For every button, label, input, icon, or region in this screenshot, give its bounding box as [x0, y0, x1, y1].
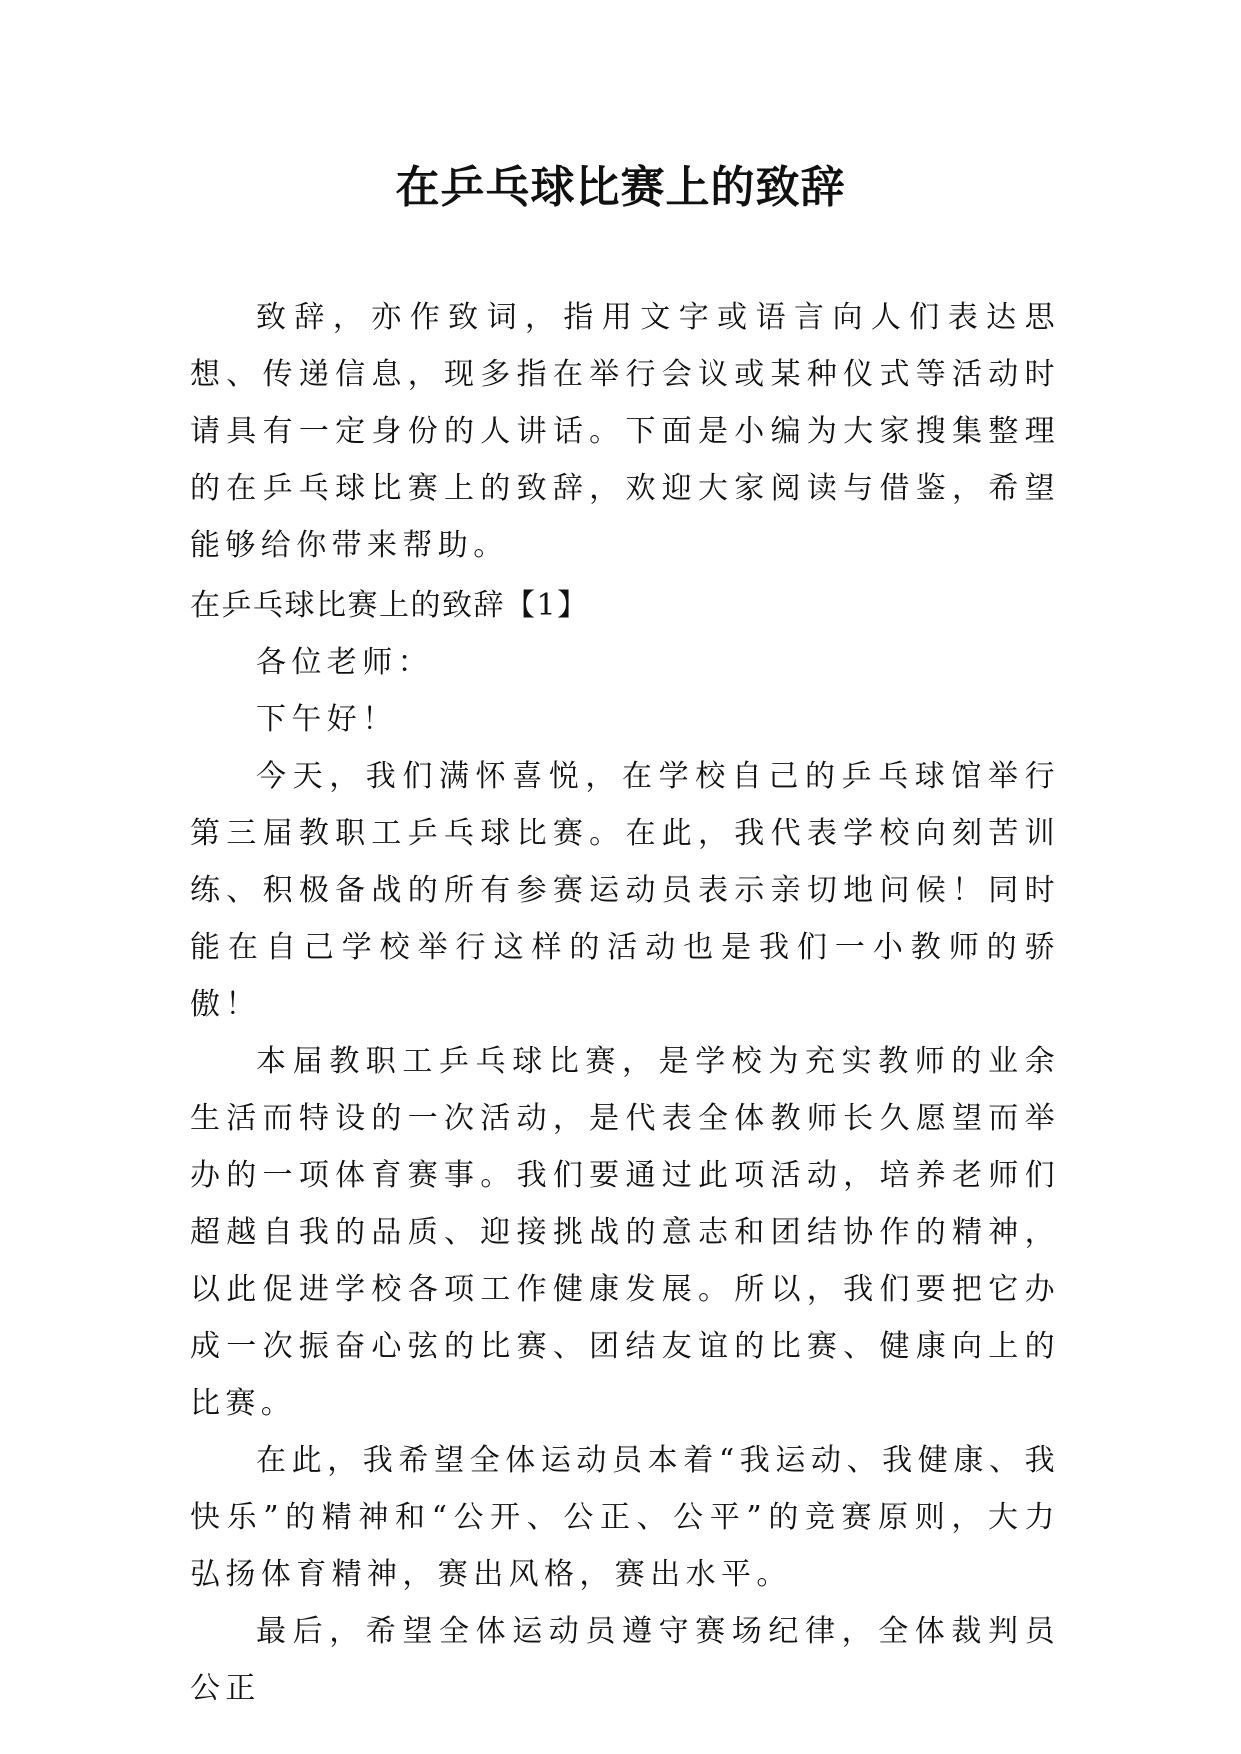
greeting: 下午好！: [256, 702, 398, 737]
document-title: 在乒乓球比赛上的致辞: [395, 162, 846, 213]
intro-paragraph: 致辞，亦作致词，指用文字或语言向人们表达思想、传递信息，现多指在举行会议或某种仪式等活动时请具有一定身份的人讲话。下面是小编为大家搜集整理的在乒乓球比赛上的致辞，欢迎大家阅读与借鉴，希望能够给你带来帮助。: [190, 300, 1060, 563]
body-paragraph: 本届教职工乒乓球比赛，是学校为充实教师的业余生活而特设的一次活动，是代表全体教师长久愿望而举办的一项体育赛事。我们要通过此项活动，培养老师们超越自我的品质、迎接挑战的意志和团结协作的精神，以此促进学校各项工作健康发展。所以，我们要把它办成一次振奋心弦的比赛、团结友谊的比赛、健康向上的比赛。: [190, 1044, 1060, 1421]
body-paragraph: 最后，希望全体运动员遵守赛场纪律，全体裁判员公正: [190, 1614, 1060, 1706]
body-paragraph: 在此，我希望全体运动员本着“我运动、我健康、我快乐”的精神和“公开、公正、公平”的竞赛原则，大力弘扬体育精神，赛出风格，赛出水平。: [190, 1443, 1060, 1592]
intro-section: [190, 289, 1060, 574]
body-paragraph: 今天，我们满怀喜悦，在学校自己的乒乓球馆举行第三届教职工乒乓球比赛。在此，我代表学校向刻苦训练、积极备战的所有参赛运动员表示亲切地问候！同时能在自己学校举行这样的活动也是我们一小教师的骄傲！: [190, 759, 1060, 1022]
speech-section: [190, 577, 1060, 1717]
salutation: 各位老师：: [256, 645, 433, 680]
section-heading: 在乒乓球比赛上的致辞【1】: [190, 588, 589, 623]
